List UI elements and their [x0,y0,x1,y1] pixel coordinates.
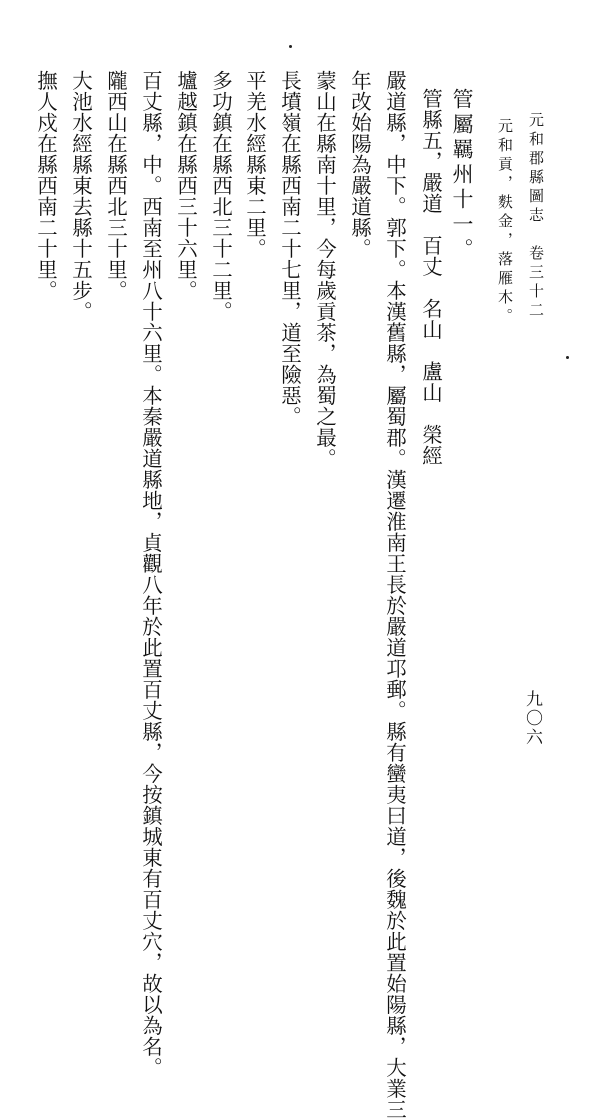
text-line: 多功鎮在縣西北三十二里。 [208,70,233,322]
section-title: 管屬羈州十一。 [450,88,474,263]
text-line: 撫人戍在縣西南二十里。 [33,70,58,301]
text-line: 嚴道縣，中下。郭下。本漢舊縣，屬蜀郡。漢遷淮南王長於嚴道邛郵。縣有蠻夷曰道，後魏於此置始陽縣，大業三 [382,70,407,1120]
text-line: 平羌水經縣東二里。 [242,70,267,259]
text-line: 年改始陽為嚴道縣。 [347,70,372,259]
tribute-products: 元和貢，麩金，落雁木。 [496,118,514,327]
text-line: 大池水經縣東去縣十五步。 [68,70,93,322]
page-number: 九〇六 [522,690,542,747]
print-speck [566,356,569,359]
text-line: 壚越鎮在縣西三十六里。 [173,70,198,301]
text-line: 百丈縣，中。西南至州八十六里。本秦嚴道縣地，貞觀八年於此置百丈縣，今按鎮城東有百丈穴，故以為名。 [138,70,163,1078]
text-line: 管縣五，嚴道 百丈 名山 盧山 榮經 [418,88,443,466]
running-title: 元和郡縣圖志 卷三十二 [527,112,545,321]
text-line: 蒙山在縣南十里，今每歲貢茶，為蜀之最。 [312,70,337,469]
print-speck [289,45,292,48]
text-line: 隴西山在縣西北三十里。 [103,70,128,301]
text-line: 長墳嶺在縣西南二十七里，道至險惡。 [277,70,302,427]
